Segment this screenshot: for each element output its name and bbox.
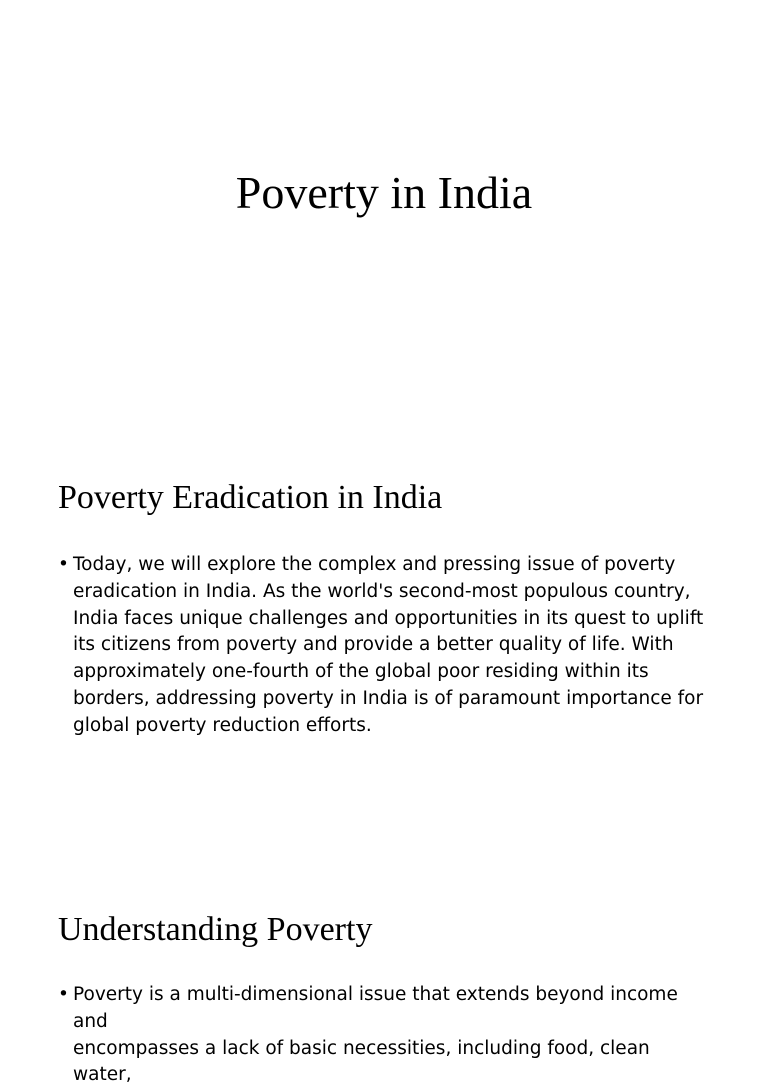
bullet-text-line: global poverty reduction efforts. [73, 714, 372, 736]
bullet-point-icon: • [58, 984, 69, 1005]
bullet-text-line: approximately one-fourth of the global poor residing within its [73, 661, 649, 683]
bullet-text-line: India faces unique challenges and opportunities in its quest to uplift [73, 607, 704, 629]
slide-poverty-eradication [0, 430, 768, 860]
bullet-text-line: Poverty is a multi-dimensional issue that extends beyond income and [73, 984, 678, 1032]
slide-heading: Understanding Poverty [58, 911, 373, 948]
presentation-title: Poverty in India [235, 167, 533, 218]
bullet-text-line: Today, we will explore the complex and pressing issue of poverty [73, 554, 676, 575]
title-slide [0, 0, 768, 430]
bullet-list [58, 982, 708, 1089]
bullet-text-line: encompasses a lack of basic necessities, including food, clean water, [73, 1037, 650, 1086]
bullet-item [58, 552, 708, 740]
slide-understanding-poverty [0, 860, 768, 1086]
bullet-text-line: borders, addressing poverty in India is of paramount importance for [73, 687, 704, 709]
bullet-text-line: its citizens from poverty and provide a better quality of life. With [73, 634, 674, 656]
slide-heading: Poverty Eradication in India [58, 479, 443, 516]
bullet-list [58, 552, 708, 740]
bullet-text-line: eradication in India. As the world's second-most populous country, [73, 580, 691, 602]
bullet-item [58, 982, 708, 1089]
bullet-point-icon: • [58, 554, 69, 575]
